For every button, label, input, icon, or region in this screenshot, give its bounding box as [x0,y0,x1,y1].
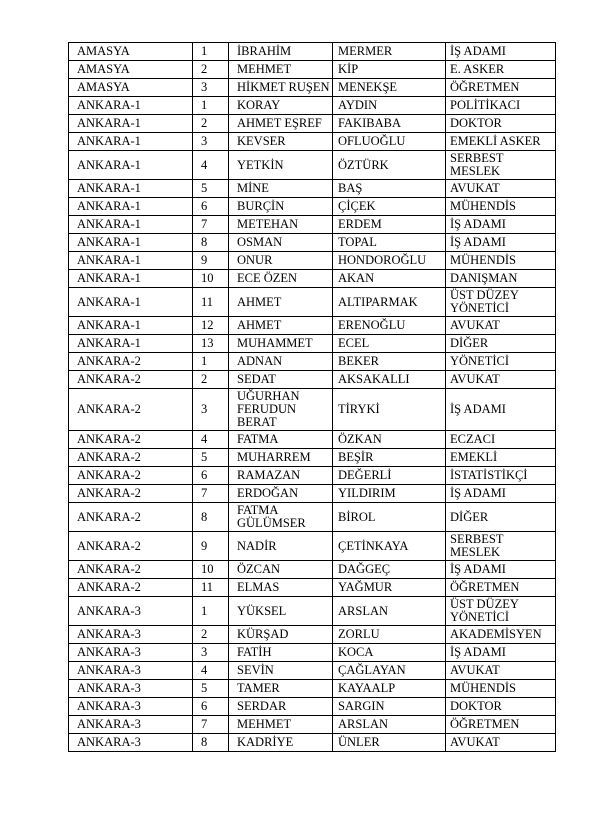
rank-cell: 13 [193,335,229,353]
last-name-cell: ERDEM [333,216,446,234]
first-name-cell: MİNE [229,180,333,198]
table-row [69,252,556,270]
occupation-cell: ÜST DÜZEY YÖNETİCİ [446,288,556,317]
first-name-cell: SEVİN [229,662,333,680]
province-cell: AMASYA [69,43,193,61]
table-row [69,716,556,734]
province-cell: ANKARA-1 [69,335,193,353]
province-cell: ANKARA-2 [69,467,193,485]
province-cell: ANKARA-3 [69,698,193,716]
province-cell: ANKARA-3 [69,680,193,698]
table-row [69,503,556,532]
first-name-cell: NADİR [229,532,333,561]
candidate-table [68,42,556,752]
last-name-cell: ÖZTÜRK [333,151,446,180]
rank-cell: 1 [193,597,229,626]
rank-cell: 3 [193,389,229,431]
table-row [69,597,556,626]
last-name-cell: MERMER [333,43,446,61]
last-name-cell: ECEL [333,335,446,353]
province-cell: ANKARA-2 [69,353,193,371]
table-row [69,644,556,662]
occupation-cell: DİĞER [446,335,556,353]
rank-cell: 10 [193,270,229,288]
table-row [69,467,556,485]
last-name-cell: ÇAĞLAYAN [333,662,446,680]
province-cell: ANKARA-1 [69,216,193,234]
last-name-cell: BİROL [333,503,446,532]
last-name-cell: FAKIBABA [333,115,446,133]
last-name-cell: KAYAALP [333,680,446,698]
first-name-cell: MEHMET [229,61,333,79]
rank-cell: 6 [193,698,229,716]
occupation-cell: ECZACI [446,431,556,449]
rank-cell: 5 [193,180,229,198]
table-row [69,198,556,216]
occupation-cell: POLİTİKACI [446,97,556,115]
occupation-cell: İŞ ADAMI [446,485,556,503]
rank-cell: 6 [193,467,229,485]
last-name-cell: SARGIN [333,698,446,716]
occupation-cell: MÜHENDİS [446,680,556,698]
last-name-cell: BEŞİR [333,449,446,467]
first-name-cell: ELMAS [229,579,333,597]
occupation-cell: ÖĞRETMEN [446,79,556,97]
province-cell: ANKARA-2 [69,371,193,389]
table-row [69,43,556,61]
first-name-cell: ÖZCAN [229,561,333,579]
first-name-cell: TAMER [229,680,333,698]
rank-cell: 5 [193,449,229,467]
province-cell: ANKARA-1 [69,151,193,180]
occupation-cell: İŞ ADAMI [446,216,556,234]
occupation-cell: EMEKLİ ASKER [446,133,556,151]
province-cell: ANKARA-2 [69,485,193,503]
table-row [69,270,556,288]
first-name-cell: KÜRŞAD [229,626,333,644]
occupation-cell: İŞ ADAMI [446,644,556,662]
rank-cell: 4 [193,431,229,449]
last-name-cell: AYDIN [333,97,446,115]
province-cell: AMASYA [69,61,193,79]
last-name-cell: TİRYKİ [333,389,446,431]
province-cell: ANKARA-2 [69,449,193,467]
last-name-cell: ARSLAN [333,716,446,734]
first-name-cell: OSMAN [229,234,333,252]
occupation-cell: YÖNETİCİ [446,353,556,371]
table-row [69,371,556,389]
province-cell: ANKARA-1 [69,234,193,252]
province-cell: ANKARA-1 [69,198,193,216]
first-name-cell: MUHARREM [229,449,333,467]
table-row [69,151,556,180]
last-name-cell: KİP [333,61,446,79]
province-cell: ANKARA-1 [69,180,193,198]
last-name-cell: HONDOROĞLU [333,252,446,270]
occupation-cell: MÜHENDİS [446,252,556,270]
occupation-cell: ÖĞRETMEN [446,579,556,597]
first-name-cell: ERDOĞAN [229,485,333,503]
table-row [69,485,556,503]
table-row [69,698,556,716]
last-name-cell: AKSAKALLI [333,371,446,389]
rank-cell: 4 [193,151,229,180]
rank-cell: 11 [193,288,229,317]
rank-cell: 4 [193,662,229,680]
first-name-cell: ONUR [229,252,333,270]
first-name-cell: AHMET [229,317,333,335]
rank-cell: 12 [193,317,229,335]
first-name-cell: RAMAZAN [229,467,333,485]
occupation-cell: MÜHENDİS [446,198,556,216]
table-row [69,389,556,431]
first-name-cell: ECE ÖZEN [229,270,333,288]
occupation-cell: AVUKAT [446,371,556,389]
rank-cell: 1 [193,97,229,115]
province-cell: ANKARA-1 [69,133,193,151]
province-cell: ANKARA-1 [69,115,193,133]
last-name-cell: YAĞMUR [333,579,446,597]
table-row [69,579,556,597]
last-name-cell: ARSLAN [333,597,446,626]
province-cell: ANKARA-3 [69,734,193,752]
last-name-cell: ÜNLER [333,734,446,752]
last-name-cell: ÇİÇEK [333,198,446,216]
first-name-cell: HİKMET RUŞEN [229,79,333,97]
table-row [69,216,556,234]
table-row [69,317,556,335]
rank-cell: 8 [193,234,229,252]
table-row [69,61,556,79]
rank-cell: 1 [193,43,229,61]
rank-cell: 3 [193,644,229,662]
first-name-cell: KEVSER [229,133,333,151]
table-row [69,234,556,252]
first-name-cell: AHMET [229,288,333,317]
first-name-cell: SEDAT [229,371,333,389]
province-cell: ANKARA-2 [69,503,193,532]
province-cell: ANKARA-2 [69,561,193,579]
first-name-cell: YÜKSEL [229,597,333,626]
first-name-cell: YETKİN [229,151,333,180]
rank-cell: 9 [193,532,229,561]
rank-cell: 10 [193,561,229,579]
occupation-cell: İŞ ADAMI [446,389,556,431]
rank-cell: 2 [193,371,229,389]
province-cell: ANKARA-3 [69,662,193,680]
occupation-cell: İSTATİSTİKÇİ [446,467,556,485]
rank-cell: 7 [193,716,229,734]
last-name-cell: MENEKŞE [333,79,446,97]
rank-cell: 8 [193,734,229,752]
rank-cell: 6 [193,198,229,216]
last-name-cell: ALTIPARMAK [333,288,446,317]
first-name-cell: KADRİYE [229,734,333,752]
last-name-cell: DEĞERLİ [333,467,446,485]
last-name-cell: KOCA [333,644,446,662]
province-cell: ANKARA-1 [69,288,193,317]
first-name-cell: KORAY [229,97,333,115]
last-name-cell: BAŞ [333,180,446,198]
table-row [69,180,556,198]
first-name-cell: AHMET EŞREF [229,115,333,133]
table-row [69,133,556,151]
candidate-table-body [69,43,556,752]
first-name-cell: SERDAR [229,698,333,716]
first-name-cell: METEHAN [229,216,333,234]
table-row [69,626,556,644]
last-name-cell: ERENOĞLU [333,317,446,335]
province-cell: ANKARA-1 [69,97,193,115]
table-row [69,115,556,133]
occupation-cell: DOKTOR [446,698,556,716]
province-cell: ANKARA-2 [69,579,193,597]
table-row [69,79,556,97]
table-row [69,449,556,467]
rank-cell: 2 [193,61,229,79]
province-cell: ANKARA-1 [69,252,193,270]
table-row [69,561,556,579]
last-name-cell: DAĞGEÇ [333,561,446,579]
first-name-cell: İBRAHİM [229,43,333,61]
occupation-cell: E. ASKER [446,61,556,79]
last-name-cell: BEKER [333,353,446,371]
province-cell: ANKARA-2 [69,431,193,449]
first-name-cell: MEHMET [229,716,333,734]
occupation-cell: AVUKAT [446,734,556,752]
last-name-cell: TOPAL [333,234,446,252]
occupation-cell: EMEKLİ [446,449,556,467]
first-name-cell: FATİH [229,644,333,662]
rank-cell: 2 [193,626,229,644]
first-name-cell: UĞURHAN FERUDUN BERAT [229,389,333,431]
rank-cell: 7 [193,216,229,234]
occupation-cell: DANIŞMAN [446,270,556,288]
rank-cell: 2 [193,115,229,133]
first-name-cell: FATMA GÜLÜMSER [229,503,333,532]
table-row [69,734,556,752]
first-name-cell: ADNAN [229,353,333,371]
table-row [69,680,556,698]
occupation-cell: AVUKAT [446,317,556,335]
province-cell: ANKARA-3 [69,597,193,626]
last-name-cell: ÇETİNKAYA [333,532,446,561]
rank-cell: 9 [193,252,229,270]
first-name-cell: BURÇİN [229,198,333,216]
occupation-cell: DİĞER [446,503,556,532]
occupation-cell: AVUKAT [446,180,556,198]
rank-cell: 7 [193,485,229,503]
occupation-cell: AVUKAT [446,662,556,680]
occupation-cell: ÖĞRETMEN [446,716,556,734]
table-row [69,662,556,680]
table-row [69,353,556,371]
occupation-cell: İŞ ADAMI [446,561,556,579]
province-cell: ANKARA-3 [69,716,193,734]
last-name-cell: ZORLU [333,626,446,644]
province-cell: ANKARA-2 [69,532,193,561]
table-row [69,97,556,115]
last-name-cell: YILDIRIM [333,485,446,503]
last-name-cell: ÖZKAN [333,431,446,449]
occupation-cell: İŞ ADAMI [446,234,556,252]
occupation-cell: İŞ ADAMI [446,43,556,61]
table-row [69,288,556,317]
province-cell: ANKARA-3 [69,626,193,644]
table-row [69,532,556,561]
first-name-cell: FATMA [229,431,333,449]
table-row [69,335,556,353]
rank-cell: 5 [193,680,229,698]
province-cell: ANKARA-2 [69,389,193,431]
province-cell: ANKARA-1 [69,317,193,335]
first-name-cell: MUHAMMET [229,335,333,353]
occupation-cell: ÜST DÜZEY YÖNETİCİ [446,597,556,626]
occupation-cell: DOKTOR [446,115,556,133]
province-cell: AMASYA [69,79,193,97]
occupation-cell: SERBEST MESLEK [446,532,556,561]
rank-cell: 11 [193,579,229,597]
rank-cell: 3 [193,133,229,151]
province-cell: ANKARA-1 [69,270,193,288]
table-row [69,431,556,449]
last-name-cell: OFLUOĞLU [333,133,446,151]
occupation-cell: AKADEMİSYEN [446,626,556,644]
rank-cell: 1 [193,353,229,371]
occupation-cell: SERBEST MESLEK [446,151,556,180]
last-name-cell: AKAN [333,270,446,288]
province-cell: ANKARA-3 [69,644,193,662]
rank-cell: 8 [193,503,229,532]
rank-cell: 3 [193,79,229,97]
